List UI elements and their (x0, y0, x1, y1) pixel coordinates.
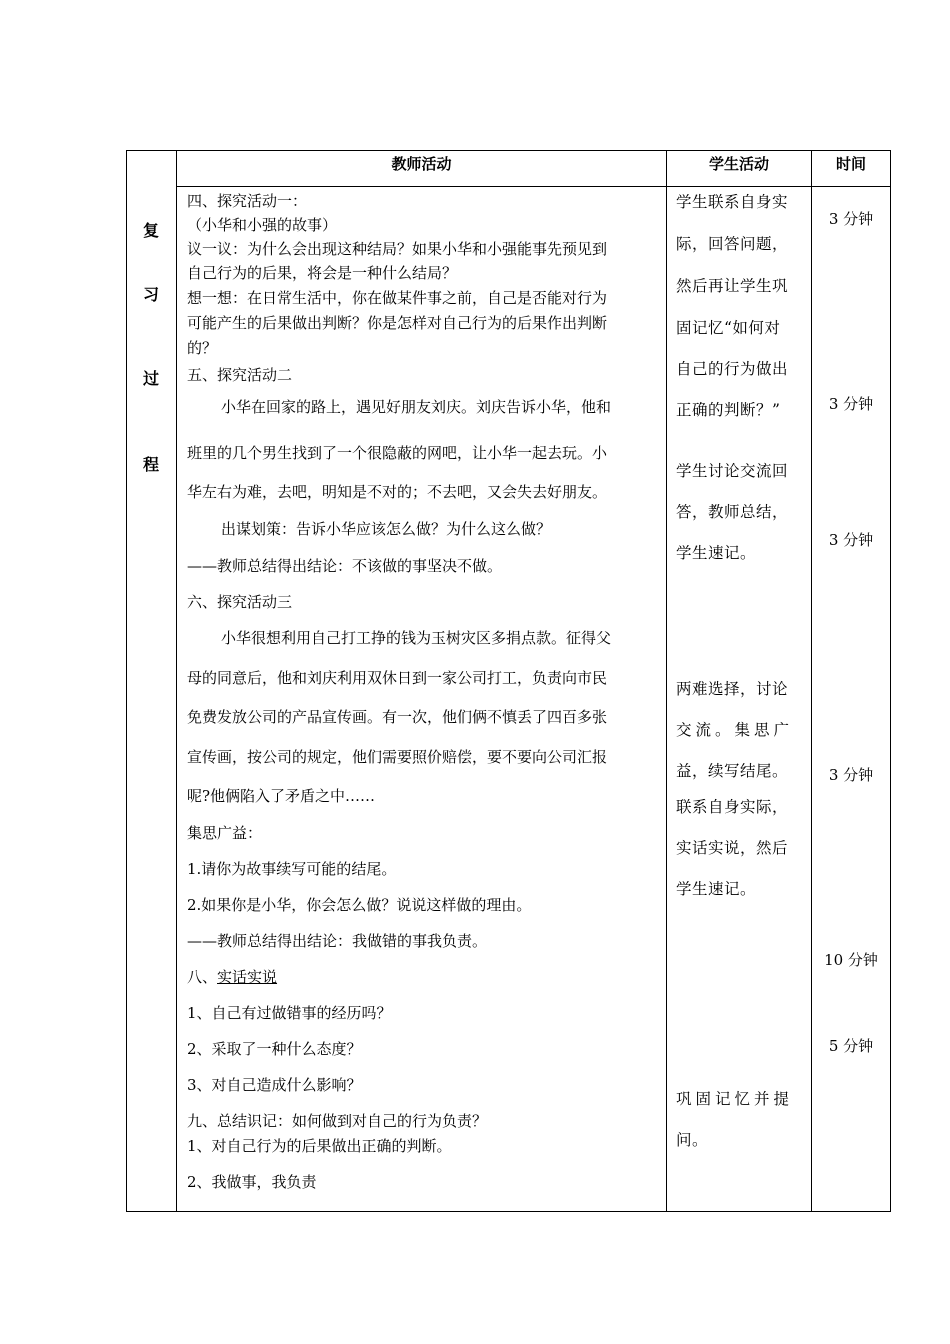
teacher-line: 2、我做事，我负责 (187, 1173, 317, 1191)
teacher-line: 1.请你为故事续写可能的结尾。 (187, 860, 397, 878)
header-time: 时间 (835, 155, 866, 173)
student-line: 自己的行为做出 (676, 360, 789, 378)
time-value: 10 分钟 (824, 951, 878, 969)
teacher-line: 呢?他俩陷入了矛盾之中…… (187, 787, 376, 805)
section-number: 八、 (187, 968, 218, 986)
teacher-line: 可能产生的后果做出判断？你是怎样对自己行为的后果作出判断 (187, 314, 608, 332)
teacher-line: 宣传画，按公司的规定，他们需要照价赔偿，要不要向公司汇报 (187, 748, 608, 766)
teacher-line: 2.如果你是小华，你会怎么做？说说这样做的理由。 (187, 896, 532, 914)
student-line: 学生速记。 (676, 544, 757, 562)
student-line: 学生联系自身实 (676, 193, 789, 211)
side-label-char-3: 过 (142, 369, 159, 388)
side-label-char-2: 习 (142, 285, 159, 304)
teacher-line: 九、总结识记：如何做到对自己的行为负责？ (187, 1112, 488, 1130)
teacher-line: ——教师总结得出结论：不该做的事坚决不做。 (187, 557, 503, 575)
teacher-line (187, 966, 277, 987)
teacher-line: 3、对自己造成什么影响？ (187, 1076, 362, 1094)
teacher-line: 自己行为的后果，将会是一种什么结局？ (187, 264, 458, 282)
time-value: 5 分钟 (828, 1037, 874, 1055)
teacher-line: 1、对自己行为的后果做出正确的判断。 (187, 1137, 452, 1155)
teacher-line: ——教师总结得出结论：我做错的事我负责。 (187, 932, 488, 950)
student-line: 然后再让学生巩 (676, 277, 789, 295)
time-value: 3 分钟 (828, 531, 874, 549)
side-label-char-4: 程 (142, 455, 159, 474)
teacher-line: 华左右为难，去吧，明知是不对的；不去吧，又会失去好朋友。 (187, 483, 608, 501)
student-line: 答，教师总结， (676, 503, 789, 521)
teacher-line: 四、探究活动一： (187, 192, 308, 210)
table-bottom-border (126, 1211, 891, 1212)
student-line: 交流。集思广 (676, 721, 794, 739)
teacher-line: 想一想：在日常生活中，你在做某件事之前，自己是否能对行为 (187, 289, 608, 307)
teacher-column-divider (666, 150, 667, 1212)
header-divider (176, 186, 891, 187)
teacher-line: 议一议：为什么会出现这种结局？如果小华和小强能事先预见到 (187, 240, 608, 258)
table-left-border (126, 150, 127, 1212)
student-line: 际，回答问题， (676, 235, 789, 253)
student-line: 益，续写结尾。 (676, 762, 789, 780)
section-title-underlined: 实话实说 (217, 968, 278, 986)
teacher-line: 免费发放公司的产品宣传画。有一次，他们俩不慎丢了四百多张 (187, 708, 608, 726)
time-value: 3 分钟 (828, 766, 874, 784)
teacher-line: 六、探究活动三 (187, 593, 293, 611)
teacher-line: （小华和小强的故事） (187, 216, 338, 234)
side-column-divider (176, 150, 177, 1212)
side-label-char-1: 复 (142, 221, 159, 240)
student-line: 巩固记忆并提 (676, 1090, 794, 1108)
header-student-activity: 学生活动 (708, 155, 769, 173)
student-line: 联系自身实际， (676, 798, 789, 816)
teacher-line: 集思广益： (187, 824, 263, 842)
teacher-line: 2、采取了一种什么态度？ (187, 1040, 362, 1058)
header-teacher-activity: 教师活动 (391, 155, 452, 173)
teacher-line: 的？ (187, 339, 218, 357)
student-line: 学生速记。 (676, 880, 757, 898)
student-line: 学生讨论交流回 (676, 462, 789, 480)
time-value: 3 分钟 (828, 210, 874, 228)
teacher-line: 小华很想利用自己打工挣的钱为玉树灾区多捐点款。征得父 (221, 629, 612, 647)
teacher-line: 班里的几个男生找到了一个很隐蔽的网吧，让小华一起去玩。小 (187, 444, 608, 462)
student-line: 两难选择，讨论 (676, 680, 789, 698)
teacher-line: 出谋划策：告诉小华应该怎么做？为什么这么做？ (221, 520, 552, 538)
student-line: 正确的判断？” (676, 401, 781, 419)
time-value: 3 分钟 (828, 395, 874, 413)
student-line: 实话实说，然后 (676, 839, 789, 857)
teacher-line: 母的同意后，他和刘庆利用双休日到一家公司打工，负责向市民 (187, 669, 608, 687)
student-line: 问。 (676, 1131, 709, 1149)
teacher-line: 小华在回家的路上，遇见好朋友刘庆。刘庆告诉小华，他和 (221, 398, 612, 416)
teacher-line: 1、自己有过做错事的经历吗？ (187, 1004, 392, 1022)
teacher-line: 五、探究活动二 (187, 366, 293, 384)
student-line: 固记忆“如何对 (676, 319, 781, 337)
lesson-plan-table (126, 150, 891, 1212)
